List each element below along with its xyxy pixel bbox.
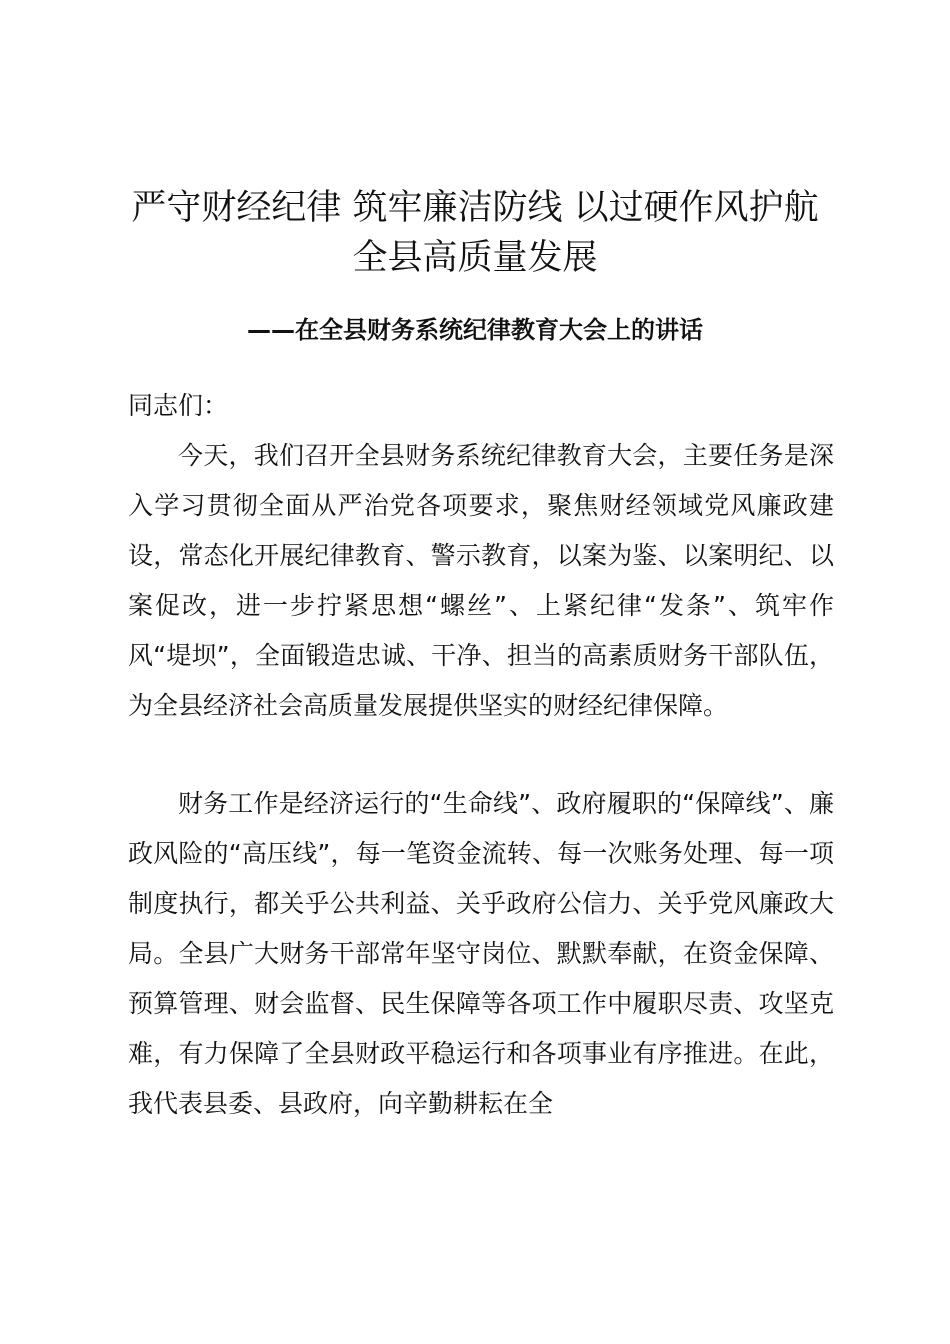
document-title-line-2: 全县高质量发展 — [352, 238, 598, 278]
document-title-line-1: 严守财经纪律 筑牢廉洁防线 以过硬作风护航 — [131, 188, 819, 228]
salutation: 同志们： — [128, 391, 229, 420]
paragraph-2: 财务工作是经济运行的“生命线”、政府履职的“保障线”、廉政风险的“高压线”，每一笔资金流转、每一次账务处理、每一项制度执行，都关乎公共利益、关乎政府公信力、关乎党风廉政大局。全县广大财务干部常年坚守岗位、默默奉献，在资金保障、预算管理、财会监督、民生保障等各项工作中履职尽责、攻坚克难，有力保障了全县财政平稳运行和各项事业有序推进。在此，我代表县委、县政府，向辛勤耕耘在全 — [128, 789, 834, 1118]
document-subtitle: ——在全县财务系统纪律教育大会上的讲话 — [247, 316, 703, 344]
paragraph-1: 今天，我们召开全县财务系统纪律教育大会，主要任务是深入学习贯彻全面从严治党各项要求，聚焦财经领域党风廉政建设，常态化开展纪律教育、警示教育，以案为鉴、以案明纪、以案促改，进一步拧紧思想“螺丝”、上紧纪律“发条”、筑牢作风“堤坝”，全面锻造忠诚、干净、担当的高素质财务干部队伍，为全县经济社会高质量发展提供坚实的财经纪律保障。 — [128, 441, 834, 720]
